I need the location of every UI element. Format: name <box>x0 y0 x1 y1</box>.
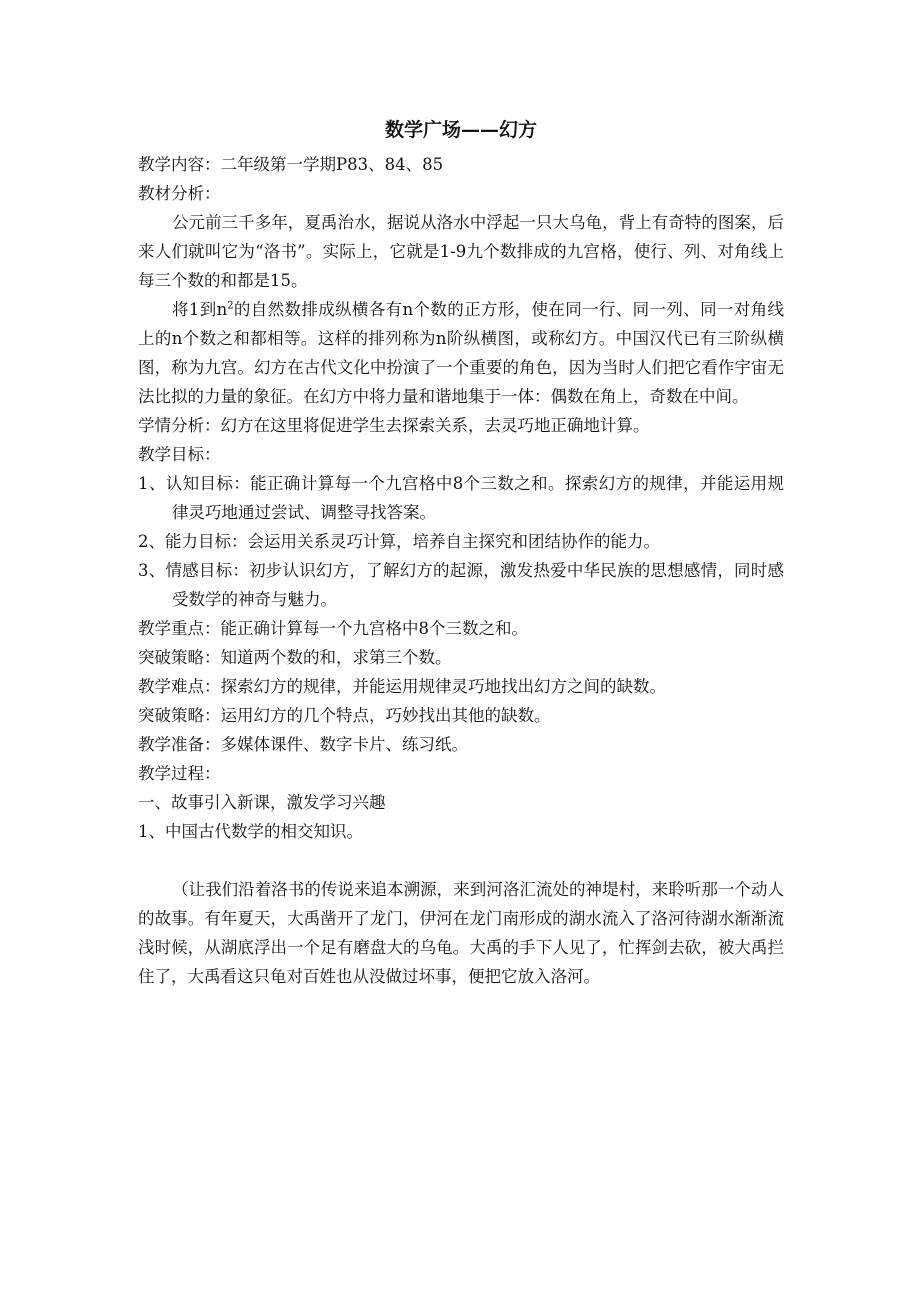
teaching-content: 教学内容：二年级第一学期P83、84、85 <box>138 155 444 174</box>
paragraph-luoshu: 公元前三千多年，夏禹治水，据说从洛水中浮起一只大乌龟，背上有奇特的图案，后来人们就叫它为“洛书”。实际上，它就是1-9九个数排成的九宫格，使行、列、对角线上每三个数的和都是15。 <box>138 213 784 290</box>
difficulty-strategy: 突破策略：运用幻方的几个特点，巧妙找出其他的缺数。 <box>138 706 551 725</box>
teaching-process-heading: 教学过程： <box>138 764 221 783</box>
teaching-goals-heading: 教学目标： <box>138 445 221 464</box>
material-analysis-heading: 教材分析： <box>138 184 221 203</box>
page-title: 数学广场——幻方 <box>384 119 537 141</box>
goal-emotion: 3、情感目标：初步认识幻方，了解幻方的起源，激发热爱中华民族的思想感情，同时感受数学的神奇与魅力。 <box>138 561 784 609</box>
teaching-key-point: 教学重点：能正确计算每一个九宫格中8个三数之和。 <box>138 619 528 638</box>
superscript-two: 2 <box>227 300 234 312</box>
paragraph-gap <box>138 846 784 875</box>
paragraph-magic-square <box>138 295 784 411</box>
section-one-heading: 一、故事引入新课，激发学习兴趣 <box>138 793 386 812</box>
story-paragraph: （让我们沿着洛书的传说来追本溯源，来到河洛汇流处的神堤村，来聆听那一个动人的故事。有年夏天，大禹凿开了龙门，伊河在龙门南形成的湖水流入了洛河待湖水渐渐流浅时候，从湖底浮出一个足有磨盘大的乌龟。大禹的手下人见了，忙挥剑去砍，被大禹拦住了，大禹看这只龟对百姓也从没做过坏事，便把它放入洛河。 <box>138 880 784 986</box>
document-body <box>138 114 784 991</box>
paragraph-magic-square-part1: 将1到n <box>172 300 228 319</box>
section-one-item: 1、中国古代数学的相交知识。 <box>138 822 363 841</box>
learner-analysis: 学情分析：幻方在这里将促进学生去探索关系，去灵巧地正确地计算。 <box>138 416 650 435</box>
paragraph-magic-square-part2: 的自然数排成纵横各有n个数的正方形，使在同一行、同一列、同一对角线上的n个数之和都相等。这样的排列称为n阶纵横图，或称幻方。中国汉代已有三阶纵横图，称为九宫。幻方在古代文化中扮演了一个重要的角色，因为当时人们把它看作宇宙无法比拟的力量的象征。在幻方中将力量和谐地集于一体：偶数在角上，奇数在中间。 <box>138 300 784 406</box>
teaching-difficulty: 教学难点：探索幻方的规律，并能运用规律灵巧地找出幻方之间的缺数。 <box>138 677 666 696</box>
teaching-preparation: 教学准备：多媒体课件、数字卡片、练习纸。 <box>138 735 468 754</box>
key-point-strategy: 突破策略：知道两个数的和，求第三个数。 <box>138 648 452 667</box>
goal-cognitive: 1、认知目标：能正确计算每一个九宫格中8个三数之和。探索幻方的规律，并能运用规律灵巧地通过尝试、调整寻找答案。 <box>138 474 784 522</box>
goal-ability: 2、能力目标：会运用关系灵巧计算，培养自主探究和团结协作的能力。 <box>138 532 660 551</box>
